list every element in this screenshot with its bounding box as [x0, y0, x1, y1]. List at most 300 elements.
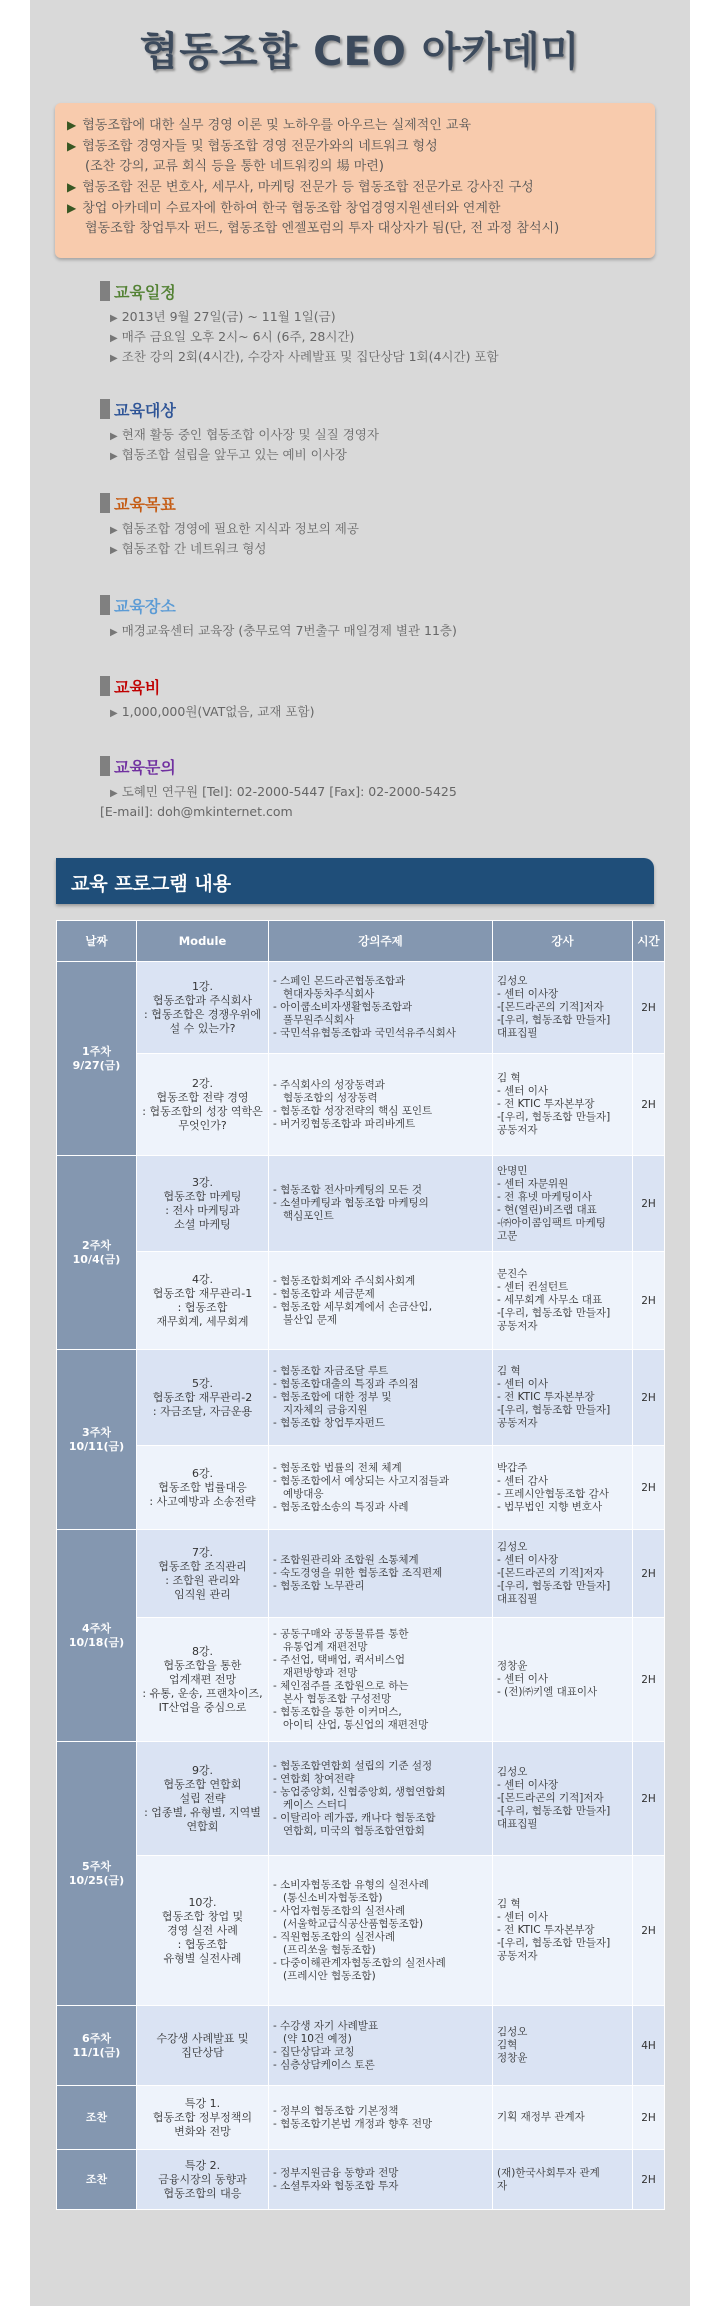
topic-line: - 소셜마케팅과 협동조합 마케팅의: [273, 1197, 429, 1209]
topic-line: (통신소비자협동조합): [283, 1891, 383, 1904]
week-cell: [57, 1350, 137, 1530]
table-row: [57, 1350, 665, 1446]
info-section: [100, 280, 660, 368]
module-line: 임직원 관리: [174, 1587, 231, 1601]
hours-cell: 2H: [633, 1446, 665, 1530]
topic-line: - 협동조합기본법 개정과 향후 전망: [273, 2117, 433, 2130]
hours-cell: 2H: [633, 1742, 665, 1856]
column-header: 날짜: [57, 921, 137, 962]
table-row: [57, 1156, 665, 1252]
topic-line: - 심층상담케이스 토론: [273, 2058, 375, 2071]
section-body: [100, 703, 660, 723]
section-header: [100, 755, 660, 777]
module-line: 연합회: [186, 1819, 219, 1833]
section-extra: [E-mail]: doh@mkinternet.com: [100, 804, 293, 819]
triangle-bullet-icon: ▶: [110, 431, 118, 442]
module-cell: [137, 1252, 269, 1350]
info-section: [100, 398, 660, 466]
topic-line: 본사 협동조합 구성전망: [283, 1692, 392, 1705]
topic-cell: [269, 2086, 493, 2150]
topic-line: - 다중이해관계자협동조합의 실전사례: [273, 1956, 446, 1969]
topic-line: - 주식회사의 성장동력과: [273, 1078, 385, 1091]
section-text: 협동조합 간 네트워크 형성: [121, 541, 267, 556]
topic-line: - 협동조합 법률의 전체 체계: [273, 1461, 402, 1474]
week-cell: [57, 2086, 137, 2150]
info-section: [100, 755, 660, 821]
lecturer-line: - 센터 자문위원: [497, 1177, 569, 1190]
topic-cell: [269, 2006, 493, 2086]
module-line: 수강생 사례발표 및: [156, 2031, 249, 2045]
module-line: 5강.: [191, 1376, 214, 1390]
module-line: 협동조합 창업 및: [161, 1909, 244, 1923]
lecturer-line: 박갑주: [497, 1461, 528, 1474]
lecturer-line: -[우리, 협동조합 만들자]: [497, 1580, 611, 1592]
hours-cell: 2H: [633, 1618, 665, 1742]
week-date: 9/27(금): [72, 1058, 121, 1072]
topic-line: - 소셜투자와 협동조합 투자: [273, 2179, 399, 2192]
section-header: [100, 492, 660, 514]
lecturer-line: - 전 KTIC 투자본부장: [497, 1098, 595, 1110]
topic-line: 재편방향과 전망: [283, 1666, 358, 1679]
lecturer-line: 기획 재정부 관계자: [497, 2111, 585, 2123]
module-cell: [137, 962, 269, 1054]
lecturer-line: 대표집필: [497, 1593, 538, 1605]
week-date: 10/4(금): [72, 1252, 121, 1266]
section-body: [100, 520, 660, 560]
module-line: 7강.: [191, 1545, 214, 1559]
topic-line: - 정부의 협동조합 기본정책: [273, 2104, 399, 2117]
section-header: [100, 280, 660, 302]
topic-line: - 주선업, 택배업, 퀵서비스업: [273, 1653, 406, 1666]
section-marker: [100, 756, 110, 776]
section-body: [100, 783, 660, 821]
intro-text: 창업 아카데미 수료자에 한하여 한국 협동조합 창업경영지원센터와 연계한: [82, 201, 501, 216]
hours-cell: 2H: [633, 1530, 665, 1618]
lecturer-line: - 전 KTIC 투자본부장: [497, 1924, 595, 1936]
section-title: 교육비: [114, 677, 161, 697]
lecturer-line: - 전 KTIC 투자본부장: [497, 1391, 595, 1403]
intro-text: 협동조합 창업투자 펀드, 협동조합 엔젤포럼의 투자 대상자가 됨(단, 전 과정 참석시): [85, 221, 560, 236]
module-line: IT산업을 중심으로: [158, 1700, 247, 1714]
section-title: 교육문의: [114, 757, 176, 777]
topic-line: - 협동조합과 세금문제: [273, 1287, 375, 1300]
lecturer-line: - 센터 이사: [497, 1911, 549, 1923]
play-arrow-icon: ▶: [67, 180, 77, 194]
module-line: 3강.: [191, 1175, 214, 1189]
topic-line: - 협동조합 전사마케팅의 모든 것: [273, 1184, 422, 1196]
module-line: 협동조합 재무관리-2: [152, 1390, 253, 1404]
lecturer-line: - 프레시안협동조합 감사: [497, 1487, 609, 1500]
intro-line: [67, 198, 643, 219]
week-label: 1주차: [82, 1044, 111, 1058]
topic-cell: [269, 1530, 493, 1618]
topic-line: - 조합원관리와 조합원 소통체계: [273, 1554, 419, 1566]
module-line: 9강.: [191, 1763, 214, 1777]
lecturer-cell: [493, 2086, 633, 2150]
hours-cell: 2H: [633, 1054, 665, 1156]
lecturer-line: -[몬드라곤의 기적]저자: [497, 1001, 604, 1013]
play-arrow-icon: ▶: [67, 118, 77, 132]
section-line: [110, 426, 660, 446]
section-header: [100, 675, 660, 697]
module-line: 1강.: [191, 979, 214, 993]
module-line: 집단상담: [181, 2045, 224, 2059]
topic-line: - 이탈리아 레가콥, 캐나다 협동조합: [273, 1811, 436, 1824]
hours-cell: 2H: [633, 962, 665, 1054]
section-line: [110, 520, 660, 540]
module-line: : 자금조달, 자금운용: [152, 1404, 253, 1418]
hours-cell: 2H: [633, 1350, 665, 1446]
module-cell: [137, 1742, 269, 1856]
table-row: [57, 1054, 665, 1156]
topic-cell: [269, 1446, 493, 1530]
program-banner: [56, 858, 654, 904]
week-date: 11/1(금): [72, 2045, 121, 2059]
lecturer-line: -[우리, 협동조합 만들자]: [497, 1404, 611, 1416]
lecturer-cell: [493, 1856, 633, 2006]
lecturer-cell: [493, 2150, 633, 2210]
module-line: 소셜 마케팅: [174, 1217, 231, 1231]
topic-line: 현대자동차주식회사: [283, 988, 375, 1000]
triangle-bullet-icon: ▶: [110, 353, 118, 364]
lecturer-cell: [493, 1530, 633, 1618]
lecturer-line: -㈜아이콤임팩트 마케팅: [497, 1216, 606, 1229]
topic-line: - 공동구매와 공동물류를 통한: [273, 1627, 409, 1640]
topic-cell: [269, 1054, 493, 1156]
module-cell: [137, 2086, 269, 2150]
section-line: [110, 622, 660, 642]
module-line: 협동조합 조직관리: [158, 1559, 247, 1573]
topic-line: - 협동조합 노무관리: [273, 1580, 365, 1592]
module-line: 4강.: [191, 1272, 214, 1286]
module-cell: [137, 1618, 269, 1742]
lecturer-cell: [493, 2006, 633, 2086]
module-line: 협동조합 전략 경영: [156, 1090, 249, 1104]
week-cell: [57, 1530, 137, 1742]
lecturer-line: - 센터 컨설턴트: [497, 1281, 569, 1293]
lecturer-line: -[우리, 협동조합 만들자]: [497, 1937, 611, 1949]
module-line: : 전사 마케팅과: [165, 1203, 240, 1217]
topic-line: - 집단상담과 코칭: [273, 2045, 355, 2058]
module-line: 금융시장의 동향과: [158, 2172, 247, 2186]
topic-line: - 소비자협동조합 유형의 실전사례: [273, 1878, 429, 1891]
topic-line: - 정부지원금융 동향과 전망: [273, 2166, 399, 2179]
lecturer-line: 공동저자: [497, 1417, 538, 1429]
topic-line: 핵심포인트: [283, 1210, 334, 1222]
topic-line: (약 10건 예정): [283, 2032, 352, 2045]
table-row: [57, 1446, 665, 1530]
section-line: [110, 348, 660, 368]
module-line: 무엇인가?: [178, 1118, 227, 1132]
module-line: 8강.: [191, 1644, 214, 1658]
section-text: 매경교육센터 교육장 (충무로역 7번출구 매일경제 별관 11층): [121, 623, 457, 638]
lecturer-cell: [493, 1054, 633, 1156]
section-title: 교육장소: [114, 596, 176, 616]
column-header: 강사: [493, 921, 633, 962]
lecturer-line: - (전)㈜키엘 대표이사: [497, 1686, 598, 1698]
column-header: 시간: [633, 921, 665, 962]
hours-cell: 2H: [633, 1156, 665, 1252]
topic-line: - 협동조합소송의 특징과 사례: [273, 1500, 409, 1513]
topic-line: - 사업자협동조합의 실전사례: [273, 1904, 406, 1917]
topic-cell: [269, 2150, 493, 2210]
topic-cell: [269, 962, 493, 1054]
week-label: 6주차: [82, 2031, 111, 2045]
topic-line: - 협동조합에서 예상되는 사고지점들과: [273, 1474, 450, 1487]
intro-line: [67, 136, 643, 157]
module-line: 협동조합의 대응: [163, 2186, 242, 2200]
topic-line: 케이스 스터디: [283, 1798, 348, 1811]
hours-cell: 2H: [633, 1856, 665, 2006]
triangle-bullet-icon: ▶: [110, 545, 118, 556]
triangle-bullet-icon: ▶: [110, 708, 118, 719]
module-line: 협동조합 정부정책의: [152, 2110, 253, 2124]
module-cell: [137, 2006, 269, 2086]
topic-line: - 협동조합연합회 설립의 기준 설정: [273, 1759, 433, 1772]
topic-line: - 직원협동조합의 실전사례: [273, 1930, 396, 1943]
lecturer-line: - 센터 이사장: [497, 1779, 559, 1791]
table-row: [57, 1742, 665, 1856]
section-text: 1,000,000원(VAT없음, 교재 포함): [121, 704, 315, 719]
intro-box: [55, 103, 655, 258]
module-line: 협동조합 재무관리-1: [152, 1286, 253, 1300]
topic-cell: [269, 1618, 493, 1742]
lecturer-line: - 센터 이사: [497, 1378, 549, 1390]
module-line: : 협동조합의 성장 역학은: [142, 1104, 263, 1118]
section-text: 조찬 강의 2회(4시간), 수강자 사례발표 및 집단상담 1회(4시간) 포함: [121, 349, 499, 364]
section-header: [100, 398, 660, 420]
section-marker: [100, 399, 110, 419]
table-row: [57, 1618, 665, 1742]
table-row: [57, 1252, 665, 1350]
intro-text: 협동조합에 대한 실무 경영 이론 및 노하우를 아우르는 실제적인 교육: [82, 118, 472, 133]
module-line: 협동조합과 주식회사: [152, 993, 253, 1007]
module-line: 재무회계, 세무회계: [156, 1314, 249, 1328]
page-title: 협동조합 CEO 아카데미: [139, 29, 581, 75]
section-text: 협동조합 설립을 앞두고 있는 예비 이사장: [121, 447, 347, 462]
lecturer-cell: [493, 1742, 633, 1856]
intro-line: [67, 115, 643, 136]
lecturer-line: 공동저자: [497, 1950, 538, 1962]
section-line: [110, 703, 660, 723]
intro-line: [67, 157, 643, 177]
program-table: [56, 920, 665, 2210]
info-section: [100, 675, 660, 723]
section-text: 매주 금요일 오후 2시~ 6시 (6주, 28시간): [121, 329, 355, 344]
topic-line: - 협동조합 창업투자펀드: [273, 1417, 385, 1429]
week-cell: [57, 962, 137, 1156]
lecturer-line: 김성오: [497, 1766, 528, 1778]
section-body: [100, 426, 660, 466]
lecturer-line: 정창윤: [497, 1660, 528, 1672]
section-line: [110, 446, 660, 466]
lecturer-line: 자: [497, 2179, 508, 2192]
section-body: [100, 308, 660, 368]
hours-cell: 4H: [633, 2006, 665, 2086]
lecturer-line: - 현(열린)비즈랩 대표: [497, 1203, 597, 1216]
module-line: 협동조합을 통한: [163, 1658, 242, 1672]
topic-line: 협동조합의 성장동력: [283, 1091, 378, 1104]
column-header: Module: [137, 921, 269, 962]
module-line: 업계재편 전망: [168, 1672, 237, 1686]
lecturer-line: - 세무회계 사무소 대표: [497, 1294, 603, 1306]
lecturer-line: 김성오: [497, 1541, 528, 1553]
topic-line: - 협동조합 자금조달 루트: [273, 1365, 389, 1377]
module-line: : 협동조합: [177, 1300, 228, 1314]
section-line: [110, 783, 660, 803]
topic-line: - 버거킹협동조합과 파리바게트: [273, 1117, 416, 1130]
lecturer-line: -[몬드라곤의 기적]저자: [497, 1792, 604, 1804]
section-marker: [100, 595, 110, 615]
module-line: 유형별 실전사례: [163, 1951, 242, 1965]
lecturer-line: - 센터 이사: [497, 1673, 549, 1685]
topic-line: - 협동조합 세무회계에서 손금산입,: [273, 1300, 433, 1313]
section-title: 교육일정: [114, 282, 176, 302]
table-row: [57, 1530, 665, 1618]
intro-text: 협동조합 전문 변호사, 세무사, 마케팅 전문가 등 협동조합 전문가로 강사진 구성: [82, 180, 534, 195]
topic-line: (프리쏘울 협동조합): [283, 1943, 376, 1956]
page: [30, 0, 690, 2306]
module-cell: [137, 1156, 269, 1252]
module-line: : 유통, 운송, 프랜차이즈,: [142, 1686, 263, 1700]
lecturer-line: 대표집필: [497, 1027, 538, 1039]
week-label: 2주차: [82, 1238, 111, 1252]
lecturer-line: 대표집필: [497, 1818, 538, 1830]
topic-line: 불산입 문제: [283, 1313, 338, 1326]
week-date: 10/18(금): [68, 1635, 125, 1649]
lecturer-line: 김 혁: [497, 1365, 521, 1377]
triangle-bullet-icon: ▶: [110, 627, 118, 638]
lecturer-line: 김혁: [497, 2039, 518, 2051]
lecturer-line: -[우리, 협동조합 만들자]: [497, 1805, 611, 1817]
lecturer-cell: [493, 1350, 633, 1446]
topic-line: - 숙도경영을 위한 협동조합 조직편제: [273, 1567, 443, 1579]
topic-line: - 협동조합대출의 특징과 주의점: [273, 1378, 419, 1390]
hours-cell: 2H: [633, 2086, 665, 2150]
topic-line: - 협동조합회계와 주식회사회계: [273, 1274, 416, 1287]
module-line: 설 수 있는가?: [169, 1021, 236, 1035]
table-row: [57, 1856, 665, 2006]
topic-line: - 스페인 몬드라곤협동조합과: [273, 975, 406, 987]
lecturer-line: 공동저자: [497, 1124, 538, 1136]
section-text: 현재 활동 중인 협동조합 이사장 및 실질 경영자: [121, 427, 379, 442]
section-line: [110, 540, 660, 560]
module-line: 협동조합 연합회: [163, 1777, 242, 1791]
topic-line: - 협동조합에 대한 정부 및: [273, 1391, 392, 1403]
triangle-bullet-icon: ▶: [110, 313, 118, 324]
module-line: 설립 전략: [179, 1791, 226, 1805]
triangle-bullet-icon: ▶: [110, 333, 118, 344]
topic-line: - 아이쿱소비자생활협동조합과: [273, 1001, 412, 1013]
triangle-bullet-icon: ▶: [110, 451, 118, 462]
topic-line: - 협동조합을 통한 이커머스,: [273, 1705, 402, 1718]
module-line: 2강.: [191, 1076, 214, 1090]
topic-cell: [269, 1252, 493, 1350]
topic-line: (프레시안 협동조합): [283, 1969, 376, 1982]
week-cell: [57, 1156, 137, 1350]
topic-line: - 체인점주를 조합원으로 하는: [273, 1679, 409, 1692]
topic-line: 풀무원주식회사: [283, 1014, 355, 1026]
lecturer-cell: [493, 1156, 633, 1252]
section-title: 교육목표: [114, 494, 176, 514]
module-line: 협동조합 법률대응: [158, 1480, 247, 1494]
week-label: 조찬: [85, 2172, 108, 2186]
play-arrow-icon: ▶: [67, 139, 77, 153]
lecturer-line: 정창윤: [497, 2052, 528, 2064]
module-cell: [137, 1054, 269, 1156]
week-cell: [57, 2006, 137, 2086]
topic-line: (서울학교급식공산품협동조합): [283, 1917, 424, 1930]
topic-line: - 협동조합 성장전략의 핵심 포인트: [273, 1104, 433, 1117]
lecturer-line: 김성오: [497, 975, 528, 987]
week-label: 3주차: [82, 1425, 111, 1439]
section-title: 교육대상: [114, 400, 176, 420]
lecturer-line: -[우리, 협동조합 만들자]: [497, 1014, 611, 1026]
lecturer-line: 고문: [497, 1229, 518, 1242]
module-line: 6강.: [191, 1466, 214, 1480]
play-arrow-icon: ▶: [67, 201, 77, 215]
module-cell: [137, 1350, 269, 1446]
module-line: : 업종별, 유형별, 지역별: [144, 1805, 261, 1819]
lecturer-line: 김 혁: [497, 1898, 521, 1910]
lecturer-line: - 센터 이사장: [497, 988, 559, 1000]
triangle-bullet-icon: ▶: [110, 525, 118, 536]
lecturer-line: 공동저자: [497, 1320, 538, 1332]
topic-cell: [269, 1350, 493, 1446]
table-row: [57, 2150, 665, 2210]
topic-cell: [269, 1742, 493, 1856]
module-cell: [137, 1856, 269, 2006]
topic-line: 예방대응: [283, 1487, 324, 1500]
lecturer-line: - 센터 감사: [497, 1474, 549, 1487]
intro-line: [67, 219, 643, 239]
lecturer-line: (재)한국사회투자 관계: [497, 2166, 600, 2179]
table-row: [57, 962, 665, 1054]
week-date: 10/25(금): [68, 1873, 125, 1887]
section-text: 협동조합 경영에 필요한 지식과 정보의 제공: [121, 521, 359, 536]
section-body: [100, 622, 660, 642]
lecturer-cell: [493, 1618, 633, 1742]
lecturer-line: 문진수: [497, 1268, 528, 1280]
module-line: : 조합원 관리와: [165, 1573, 240, 1587]
lecturer-line: 김성오: [497, 2026, 528, 2038]
module-line: 특강 1.: [184, 2096, 221, 2110]
info-section: [100, 492, 660, 560]
module-line: 특강 2.: [184, 2158, 221, 2172]
section-line: [110, 308, 660, 328]
topic-line: - 국민석유협동조합과 국민석유주식회사: [273, 1027, 456, 1039]
week-label: 4주차: [82, 1621, 111, 1635]
column-header: 강의주제: [269, 921, 493, 962]
topic-line: 지자체의 금융지원: [283, 1404, 368, 1416]
section-line: [110, 328, 660, 348]
hours-cell: 2H: [633, 1252, 665, 1350]
intro-text: (조찬 강의, 교류 회식 등을 통한 네트워킹의 場 마련): [85, 159, 384, 174]
program-title: 교육 프로그램 내용: [71, 873, 232, 895]
table-row: [57, 2006, 665, 2086]
topic-line: - 농업중앙회, 신협중앙회, 생협연합회: [273, 1785, 446, 1798]
section-marker: [100, 493, 110, 513]
intro-line: [67, 177, 643, 198]
module-line: 변화와 전망: [174, 2124, 231, 2138]
lecturer-cell: [493, 962, 633, 1054]
lecturer-line: 안명민: [497, 1164, 528, 1177]
module-line: : 사고예방과 소송전략: [149, 1494, 256, 1508]
lecturer-line: - 센터 이사장: [497, 1554, 559, 1566]
lecturer-line: - 법무법인 지향 변호사: [497, 1500, 603, 1513]
topic-line: 유통업계 재편전망: [283, 1640, 368, 1653]
section-marker: [100, 676, 110, 696]
